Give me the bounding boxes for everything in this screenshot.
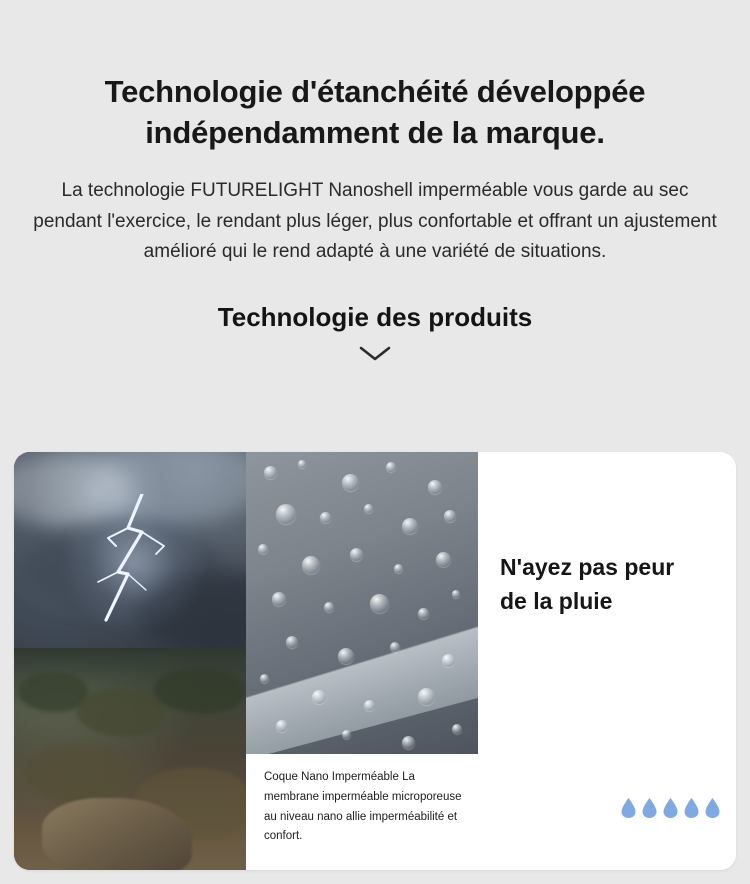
water-drop xyxy=(402,736,415,749)
feature-card xyxy=(14,452,736,870)
water-drop xyxy=(260,674,269,683)
water-drop xyxy=(364,504,373,513)
water-drop xyxy=(338,648,354,664)
water-drop xyxy=(418,688,435,705)
water-drop xyxy=(342,474,359,491)
water-drop xyxy=(452,724,462,734)
caption-text: Coque Nano Imperméable La membrane imperméable microporeuse au niveau nano allie imperméabilité et confort. xyxy=(264,771,462,843)
water-drop xyxy=(428,480,442,494)
water-drop xyxy=(350,548,363,561)
water-drop xyxy=(402,518,418,534)
water-drop xyxy=(272,592,286,606)
water-drop xyxy=(302,556,320,574)
water-drop xyxy=(258,544,268,554)
chevron-down-icon xyxy=(358,345,392,363)
water-drop-icon xyxy=(620,797,637,824)
water-drop xyxy=(320,512,331,523)
water-drop xyxy=(390,642,400,652)
section-title: Technologie des produits xyxy=(217,302,533,333)
storm-landscape xyxy=(14,648,246,870)
page-title: Technologie d'étanchéité développée indépendamment de la marque. xyxy=(104,74,646,150)
water-drop xyxy=(342,730,351,739)
right-panel xyxy=(478,452,736,870)
water-drop xyxy=(442,654,455,667)
water-drop xyxy=(276,720,288,732)
water-drop xyxy=(394,564,403,573)
water-drop xyxy=(324,602,334,612)
caption-box xyxy=(246,754,478,870)
shrub-shape xyxy=(76,688,166,736)
water-drop xyxy=(298,460,306,468)
lightning-storm-photo xyxy=(14,452,246,870)
water-drop xyxy=(418,608,429,619)
water-drop-icon xyxy=(704,797,721,824)
water-drop xyxy=(264,466,277,479)
water-drop xyxy=(444,510,456,522)
water-drop xyxy=(286,636,298,648)
lightning-bolt-icon xyxy=(72,494,192,624)
water-drop xyxy=(370,594,389,613)
water-drop xyxy=(452,590,460,598)
water-drop xyxy=(436,552,451,567)
water-drop-icon xyxy=(641,797,658,824)
chevron-down-wrapper xyxy=(0,333,750,371)
droplet-rating xyxy=(620,797,721,824)
water-drop xyxy=(312,690,326,704)
water-drop xyxy=(386,462,396,472)
water-drop-icon xyxy=(683,797,700,824)
water-drop-icon xyxy=(662,797,679,824)
shrub-shape xyxy=(24,744,134,804)
water-drop xyxy=(364,700,375,711)
right-panel-title: N'ayez pas peur de la pluie xyxy=(500,554,675,615)
shrub-shape xyxy=(154,668,244,713)
page-description: La technologie FUTURELIGHT Nanoshell imperméable vous garde au sec pendant l'exercice, le rendant plus léger, plus confortable et offrant un ajustement amélioré qui le rend adapté à une variété de situations. xyxy=(33,179,717,263)
water-drop xyxy=(276,504,296,524)
